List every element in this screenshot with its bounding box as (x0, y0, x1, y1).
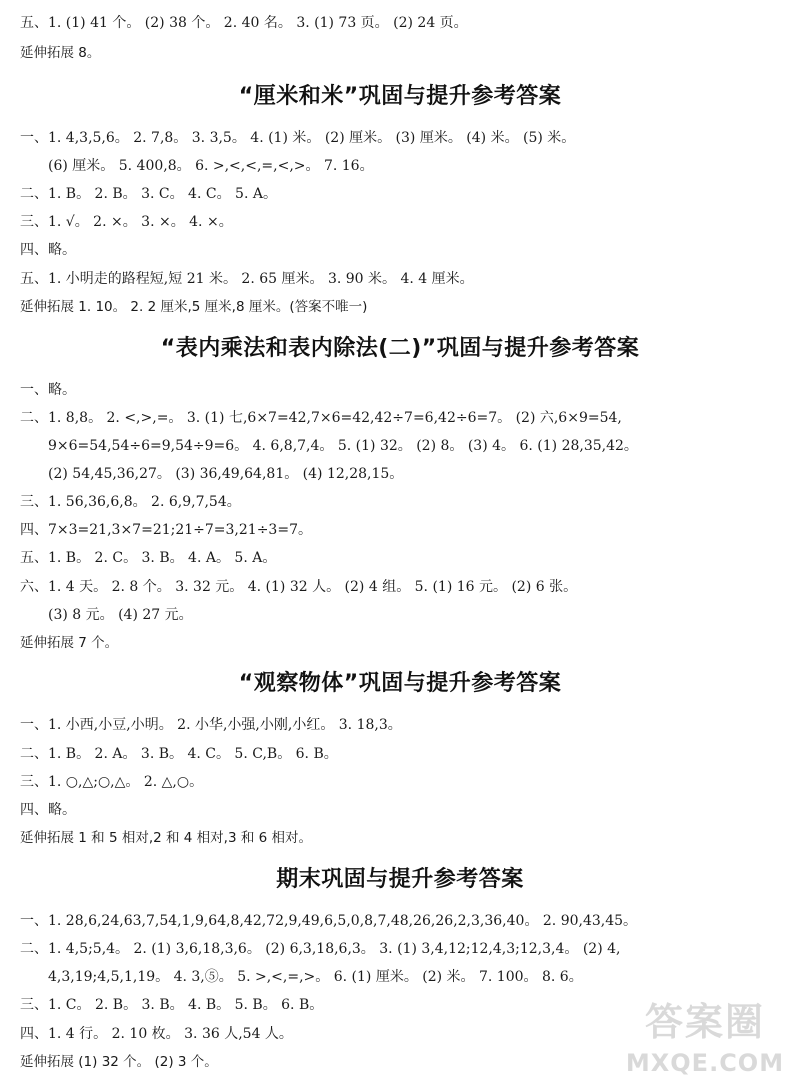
answer-line: 一、1. 28,6,24,63,7,54,1,9,64,8,42,72,9,49,6,5,0,8,7,48,26,26,2,3,36,40。 2. 90,43,45。 (20, 913, 638, 929)
answer-line: 三、1. ○,△;○,△。 2. △,○。 (20, 774, 204, 790)
section-title-cm-m: “厘米和米”巩固与提升参考答案 (238, 84, 562, 109)
answer-line: 4,3,19;4,5,1,19。 4. 3,⑤。 5. >,<,=,>。 6. (1) 厘米。 (2) 米。 7. 100。 8. 6。 (48, 969, 583, 985)
watermark-logo-text: 答案圈 (644, 1000, 765, 1044)
answer-line: 五、1. B。 2. C。 3. B。 4. A。 5. A。 (20, 550, 277, 566)
extension-answer: 延伸拓展 7 个。 (20, 635, 119, 651)
answer-line: 五、1. 小明走的路程短,短 21 米。 2. 65 厘米。 3. 90 米。 4. 4 厘米。 (20, 271, 474, 287)
extension-answer: 延伸拓展 1. 10。 2. 2 厘米,5 厘米,8 厘米。(答案不唯一) (20, 299, 368, 315)
answer-line: 一、1. 4,3,5,6。 2. 7,8。 3. 3,5。 4. (1) 米。 (2) 厘米。 (3) 厘米。 (4) 米。 (5) 米。 (20, 130, 576, 146)
answer-line: 9×6=54,54÷6=9,54÷9=6。 4. 6,8,7,4。 5. (1) 32。 (2) 8。 (3) 4。 6. (1) 28,35,42。 (48, 438, 638, 454)
answer-line: 四、略。 (20, 242, 76, 258)
section-title-multiplication-division: “表内乘法和表内除法(二)”巩固与提升参考答案 (160, 336, 640, 361)
answer-line: 二、1. 8,8。 2. <,>,=。 3. (1) 七,6×7=42,7×6=42,42÷7=6,42÷6=7。 (2) 六,6×9=54, (20, 410, 622, 426)
answer-line: 四、略。 (20, 802, 76, 818)
answer-line: 四、1. 4 行。 2. 10 枚。 3. 36 人,54 人。 (20, 1026, 293, 1042)
answer-line: 三、1. √。 2. ×。 3. ×。 4. ×。 (20, 214, 233, 230)
section-title-final-review: 期末巩固与提升参考答案 (276, 867, 524, 892)
watermark-url: MXQE.COM (625, 1049, 785, 1077)
answer-line: 四、7×3=21,3×7=21;21÷7=3,21÷3=7。 (20, 522, 312, 538)
extension-answer: 延伸拓展 8。 (20, 45, 101, 61)
answer-line: 三、1. 56,36,6,8。 2. 6,9,7,54。 (20, 494, 241, 510)
answer-line: (2) 54,45,36,27。 (3) 36,49,64,81。 (4) 12,28,15。 (48, 466, 404, 482)
extension-answer: 延伸拓展 1 和 5 相对,2 和 4 相对,3 和 6 相对。 (20, 830, 313, 846)
extension-answer: 延伸拓展 (1) 32 个。 (2) 3 个。 (20, 1054, 218, 1070)
section-title-observing-objects: “观察物体”巩固与提升参考答案 (238, 671, 562, 696)
answer-line: 三、1. C。 2. B。 3. B。 4. B。 5. B。 6. B。 (20, 997, 324, 1013)
answer-line: 二、1. B。 2. A。 3. B。 4. C。 5. C,B。 6. B。 (20, 746, 338, 762)
answer-line: 二、1. 4,5;5,4。 2. (1) 3,6,18,3,6。 (2) 6,3,18,6,3。 3. (1) 3,4,12;12,4,3;12,3,4。 (2) 4, (20, 941, 621, 957)
answer-line: 一、略。 (20, 382, 76, 398)
answer-line: 一、1. 小西,小豆,小明。 2. 小华,小强,小刚,小红。 3. 18,3。 (20, 717, 402, 733)
answer-line: 六、1. 4 天。 2. 8 个。 3. 32 元。 4. (1) 32 人。 (2) 4 组。 5. (1) 16 元。 (2) 6 张。 (20, 579, 578, 595)
section5-answers-line: 五、1. (1) 41 个。 (2) 38 个。 2. 40 名。 3. (1) 73 页。 (2) 24 页。 (20, 15, 468, 31)
answer-line: (3) 8 元。 (4) 27 元。 (48, 607, 193, 623)
watermark (620, 1000, 790, 1084)
answer-line: (6) 厘米。 5. 400,8。 6. >,<,<,=,<,>。 7. 16。 (48, 158, 374, 174)
answer-line: 二、1. B。 2. B。 3. C。 4. C。 5. A。 (20, 186, 277, 202)
